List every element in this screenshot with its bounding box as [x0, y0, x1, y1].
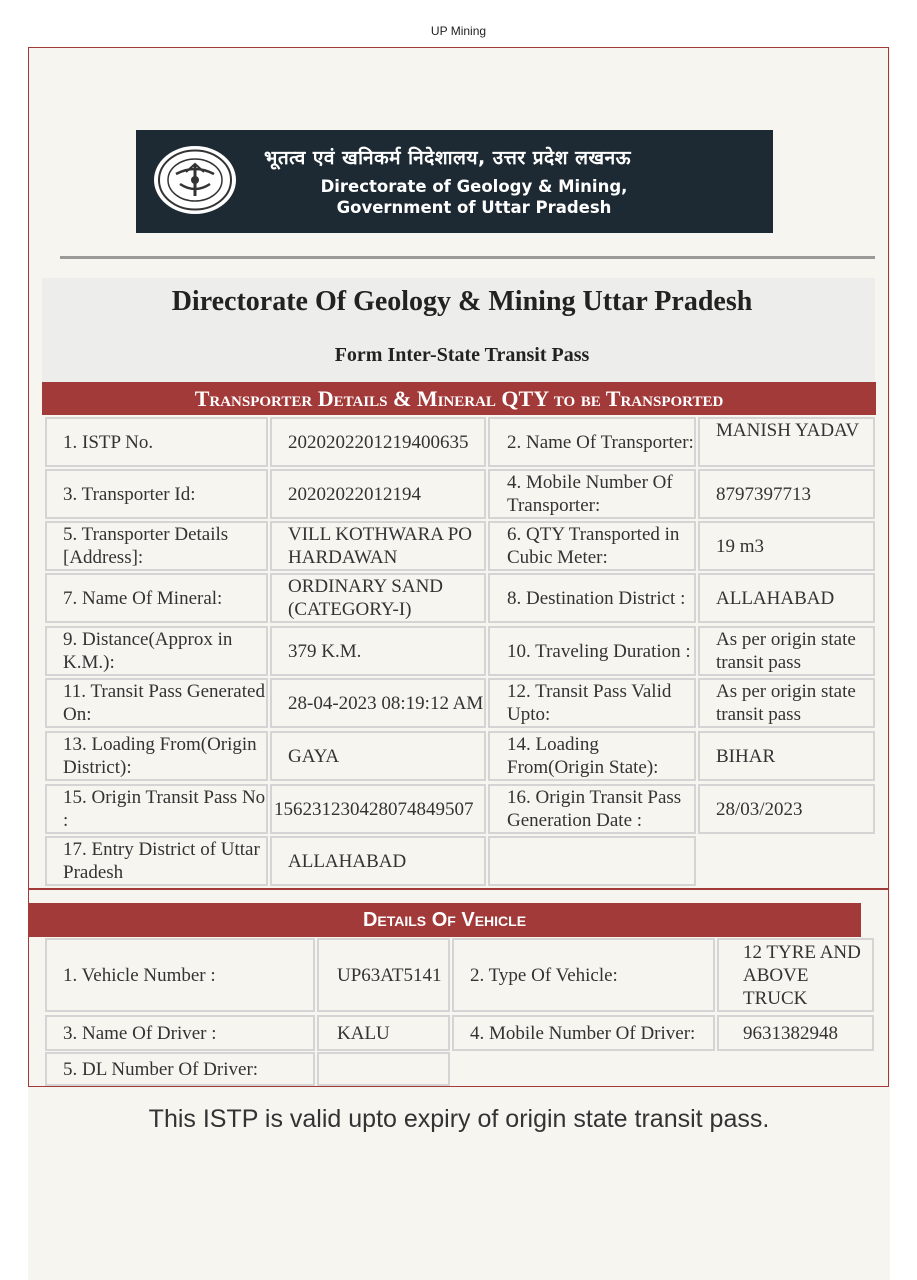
- field-value: BIHAR: [698, 731, 875, 781]
- field-label: 17. Entry District of Uttar Pradesh: [45, 836, 268, 886]
- field-label: 1. ISTP No.: [45, 417, 268, 467]
- validity-note: This ISTP is valid upto expiry of origin state transit pass.: [148, 1105, 770, 1133]
- field-value: As per origin state transit pass: [698, 678, 875, 728]
- field-label: [488, 836, 696, 886]
- field-label: 14. Loading From(Origin State):: [488, 731, 696, 781]
- field-value: 19 m3: [698, 521, 875, 571]
- field-value: ALLAHABAD: [270, 836, 486, 886]
- field-value: 8797397713: [698, 469, 875, 519]
- banner-hindi-title: भूतत्व एवं खनिकर्म निदेशालय, उत्तर प्रदेश लखनऊ: [264, 147, 632, 169]
- field-value: MANISH YADAV: [698, 417, 875, 467]
- field-label: 4. Mobile Number Of Driver:: [452, 1015, 715, 1051]
- field-value: 9631382948: [717, 1015, 874, 1051]
- field-label: 2. Type Of Vehicle:: [452, 938, 715, 1012]
- title-box: [42, 278, 875, 382]
- field-value: 20202022012194: [270, 469, 486, 519]
- field-value: 156231230428074849507: [270, 784, 486, 834]
- section-divider: [28, 888, 889, 890]
- department-banner: [136, 130, 773, 233]
- app-title: UP Mining: [430, 24, 487, 38]
- main-title: Directorate Of Geology & Mining Uttar Pradesh: [171, 286, 753, 317]
- field-value: 2020202201219400635: [270, 417, 486, 467]
- field-label: 10. Traveling Duration :: [488, 626, 696, 676]
- field-label: 1. Vehicle Number :: [45, 938, 315, 1012]
- field-label: 11. Transit Pass Generated On:: [45, 678, 268, 728]
- section-header-transporter: Transporter Details & Mineral QTY to be Transported: [42, 382, 876, 415]
- field-value: 28-04-2023 08:19:12 AM: [270, 678, 486, 728]
- field-label: 8. Destination District :: [488, 573, 696, 623]
- field-label: 2. Name Of Transporter:: [488, 417, 696, 467]
- banner-english-title: [264, 176, 684, 218]
- field-label: 7. Name Of Mineral:: [45, 573, 268, 623]
- field-value: 379 K.M.: [270, 626, 486, 676]
- field-label: 16. Origin Transit Pass Generation Date :: [488, 784, 696, 834]
- banner-english-line2: Government of Uttar Pradesh: [336, 198, 612, 217]
- field-label: 5. Transporter Details [Address]:: [45, 521, 268, 571]
- field-label: 3. Transporter Id:: [45, 469, 268, 519]
- field-label: 9. Distance(Approx in K.M.):: [45, 626, 268, 676]
- field-value: 12 TYRE AND ABOVE TRUCK: [717, 938, 874, 1012]
- field-label: 5. DL Number Of Driver:: [45, 1052, 315, 1086]
- field-label: 3. Name Of Driver :: [45, 1015, 315, 1051]
- form-title: Form Inter-State Transit Pass: [334, 344, 590, 366]
- up-state-emblem-icon: [152, 144, 238, 216]
- field-label: 15. Origin Transit Pass No :: [45, 784, 268, 834]
- header-divider: [60, 256, 875, 259]
- section-header-vehicle: Details Of Vehicle: [28, 903, 861, 937]
- field-label: 12. Transit Pass Valid Upto:: [488, 678, 696, 728]
- field-value: ORDINARY SAND (CATEGORY-I): [270, 573, 486, 623]
- field-value: GAYA: [270, 731, 486, 781]
- field-value: 28/03/2023: [698, 784, 875, 834]
- field-value: VILL KOTHWARA PO HARDAWAN: [270, 521, 486, 571]
- field-value: ALLAHABAD: [698, 573, 875, 623]
- field-value: KALU: [317, 1015, 450, 1051]
- field-label: 6. QTY Transported in Cubic Meter:: [488, 521, 696, 571]
- field-value: As per origin state transit pass: [698, 626, 875, 676]
- field-value: UP63AT5141: [317, 938, 450, 1012]
- field-label: 13. Loading From(Origin District):: [45, 731, 268, 781]
- field-value: [317, 1052, 450, 1086]
- banner-english-line1: Directorate of Geology & Mining,: [320, 177, 628, 196]
- field-label: 4. Mobile Number Of Transporter:: [488, 469, 696, 519]
